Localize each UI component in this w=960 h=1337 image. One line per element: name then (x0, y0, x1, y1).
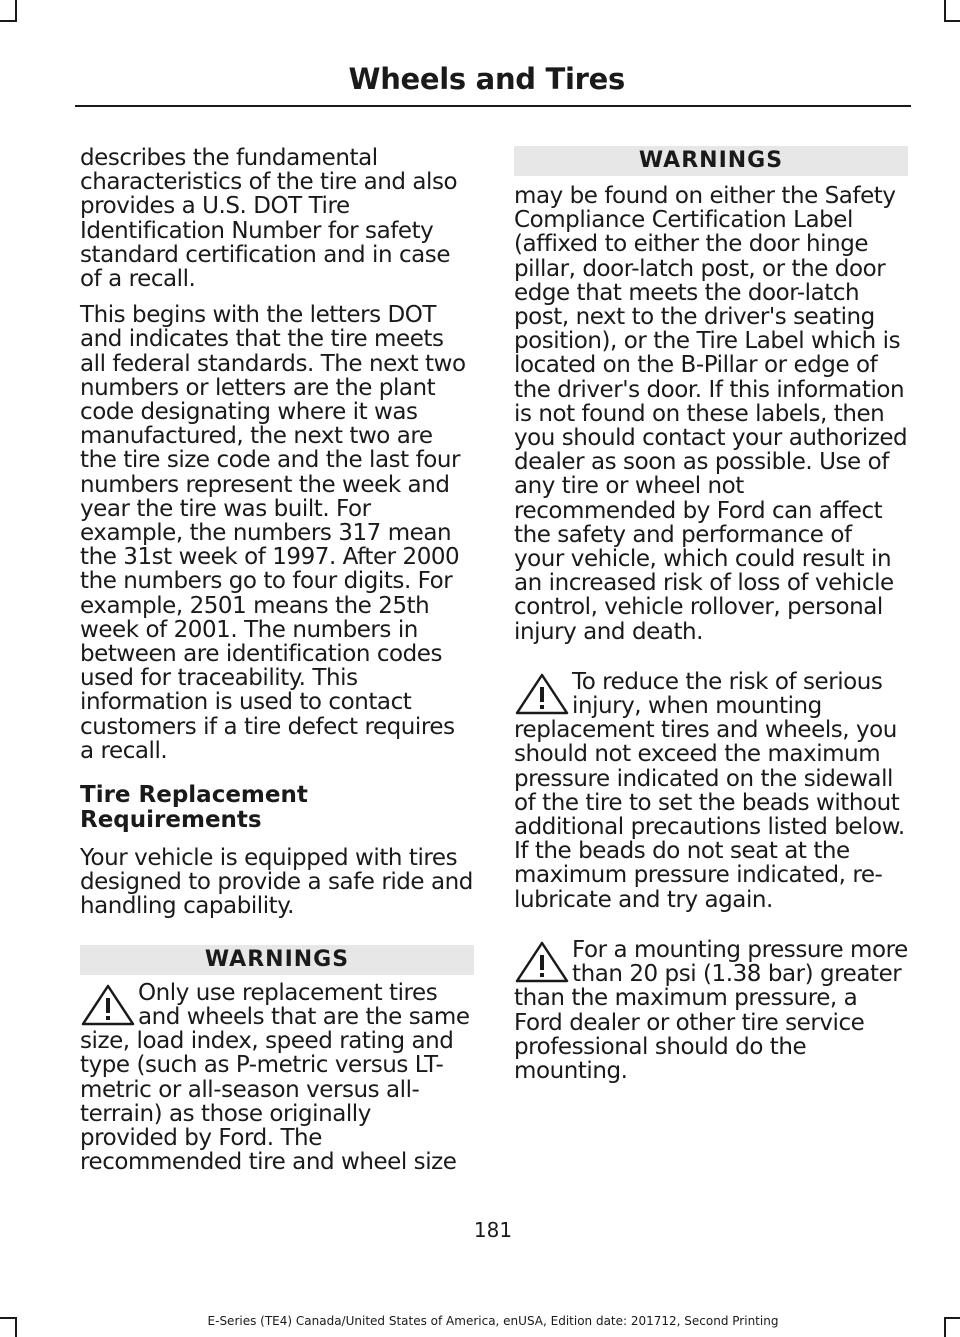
warning-block (514, 938, 908, 1083)
warning-triangle-icon (514, 672, 570, 716)
crop-mark (944, 0, 946, 20)
crop-mark (0, 20, 17, 22)
warnings-header: WARNINGS (80, 945, 474, 975)
warning-block (80, 981, 474, 1175)
warning-triangle-icon (514, 940, 570, 984)
paragraph: This begins with the letters DOT and indicates that the tire meets all federal standards. The next two numbers or letters are the plant code designating where it was manufactured, the next two are the tire size code and the last four numbers represent the week and year the tire was built. For example, the numbers 317 mean the 31st week of 1997. After 2000 the numbers go to four digits. For example, 2501 means the 25th week of 2001. The numbers in between are identification codes used for traceability. This information is used to contact customers if a tire defect requires a recall. (80, 302, 466, 764)
warning-triangle-icon (80, 983, 136, 1027)
paragraph: describes the fundamental characteristics of the tire and also provides a U.S. DOT Tire Identification Number for safety standard certification and in case of a recall. (80, 145, 458, 293)
warning-text: To reduce the risk of serious injury, when mounting replacement tires and wheels, you should not exceed the maximum pressure indicated on the sidewall of the tire to set the beads without additional precautions listed below. If the beads do not seat at the maximum pressure indicated, re-lubricate and try again. (514, 668, 905, 913)
warning-text: For a mounting pressure more than 20 psi (1.38 bar) greater than the maximum pressure, a Ford dealer or other tire service professional should do the mounting. (514, 936, 908, 1084)
header-divider (75, 105, 911, 107)
warnings-header: WARNINGS (514, 146, 908, 176)
right-column (514, 146, 908, 1109)
paragraph: Your vehicle is equipped with tires designed to provide a safe ride and handling capability. (80, 845, 473, 920)
edition-footer: E-Series (TE4) Canada/United States of America, enUSA, Edition date: 201712, Second Printing (207, 1314, 779, 1328)
warning-block (514, 670, 908, 912)
page-title: Wheels and Tires (348, 62, 625, 96)
left-column (80, 146, 474, 1200)
section-heading: Tire Replacement Requirements (80, 782, 308, 834)
warning-text: Only use replacement tires and wheels that are the same size, load index, speed rating and type (such as P-metric versus LT-metric or all-season versus all-terrain) as those originally provided by Ford. The recommended tire and wheel size (80, 979, 470, 1176)
crop-mark (15, 0, 17, 20)
crop-mark (944, 20, 960, 22)
warning-continued: may be found on either the Safety Compliance Certification Label (affixed to either the door hinge pillar, door-latch post, or the door edge that meets the door-latch post, next to the driver's seating position), or the Tire Label which is located on the B-Pillar or edge of the driver's door. If this information is not found on these labels, then you should contact your authorized dealer as soon as possible. Use of any tire or wheel not recommended by Ford can affect the safety and performance of your vehicle, which could result in an increased risk of loss of vehicle control, vehicle rollover, personal injury and death. (514, 183, 908, 645)
page-number: 181 (473, 1218, 513, 1242)
